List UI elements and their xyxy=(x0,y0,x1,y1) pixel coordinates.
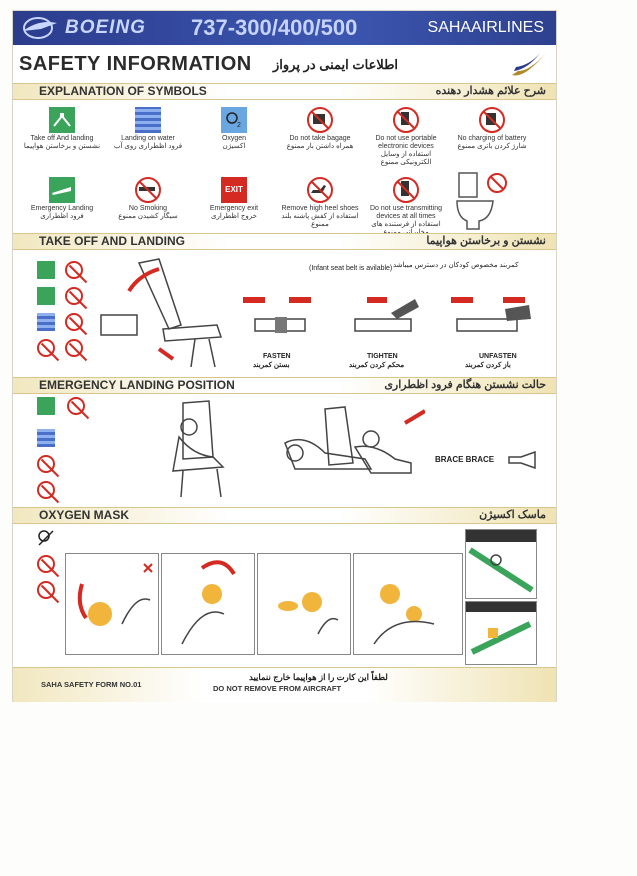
section-brace-header xyxy=(13,377,556,394)
brace-child-illustration xyxy=(153,397,243,501)
symbol-label-fa: استفاده از وسایل الکترونیکی ممنوع xyxy=(380,151,432,166)
emergency-landing-icon xyxy=(37,397,55,415)
tighten-label: TIGHTEN xyxy=(367,353,398,360)
landing-on-water-icon xyxy=(37,429,55,447)
symbol-label-fa: اکسیژن xyxy=(222,143,246,150)
symbol-label-fa: فرود اظطراری روی آب xyxy=(113,143,183,150)
no-baggage-icon xyxy=(307,107,333,133)
escape-slide-illustration xyxy=(465,529,537,599)
no-smoking-lavatory-icon xyxy=(453,169,513,233)
no-electronics-icon xyxy=(393,107,419,133)
brace-position-illustration xyxy=(275,403,425,503)
symbol-label: Landing on water xyxy=(121,135,175,142)
footer-warning-fa: لطفاً این کارت را از هواپیما خارج ننمایید xyxy=(249,672,388,682)
symbol-label-fa: همراه داشتن بار ممنوع xyxy=(286,143,354,150)
header-bar xyxy=(13,11,556,45)
takeoff-icon xyxy=(49,107,75,133)
emergency-landing-icon xyxy=(49,177,75,203)
symbol-label: Remove high heel shoes xyxy=(281,205,359,212)
takeoff-icon xyxy=(37,261,55,279)
safety-card xyxy=(12,10,557,702)
section-title-fa: حالت نشستن هنگام فرود اظطراری xyxy=(384,379,546,391)
section-symbols-header xyxy=(13,83,556,100)
svg-text:2: 2 xyxy=(237,122,241,129)
symbol-label-fa: فرود اظطراری xyxy=(40,213,84,220)
section-title: TAKE OFF AND LANDING xyxy=(39,234,185,248)
footer xyxy=(13,667,556,702)
section-title: EXPLANATION OF SYMBOLS xyxy=(39,84,207,98)
no-high-heels-icon xyxy=(307,177,333,203)
symbol-label: Emergency exit xyxy=(209,205,259,212)
symbol-no-smoking xyxy=(107,177,189,221)
tighten-illustration xyxy=(339,289,429,349)
landing-on-water-icon xyxy=(135,107,161,133)
symbol-label: No charging of battery xyxy=(457,135,527,142)
fasten-label-fa: بستن کمربند xyxy=(253,362,290,369)
megaphone-icon xyxy=(507,451,537,469)
symbol-label-fa: استفاده از کفش پاشنه بلند ممنوع xyxy=(281,213,359,228)
section-title-fa: ماسک اکسیژن xyxy=(479,509,546,521)
airline-name: SAHAAIRLINES xyxy=(427,19,544,36)
tighten-label-fa: محکم کردن کمربند xyxy=(349,362,405,369)
symbol-no-transmitting xyxy=(365,177,447,237)
fasten-illustration xyxy=(235,289,325,349)
no-smoking-icon xyxy=(37,455,55,473)
aircraft-model: 737-300/400/500 xyxy=(191,15,358,40)
symbol-landing-water xyxy=(107,107,189,151)
page-title: SAFETY INFORMATION xyxy=(19,53,252,75)
no-smoking-icon xyxy=(37,339,55,357)
oxygen-step-1-illustration xyxy=(65,553,159,655)
symbol-label: Do not use portable electronic devices xyxy=(375,135,437,150)
no-charging-icon xyxy=(37,581,55,599)
section-takeoff-header xyxy=(13,233,556,250)
symbol-oxygen xyxy=(193,107,275,151)
symbol-no-high-heels xyxy=(279,177,361,229)
symbol-label: Do not use transmitting devices at all times xyxy=(370,205,442,220)
oxygen-step-3-illustration xyxy=(257,553,351,655)
section-title: OXYGEN MASK xyxy=(39,508,130,522)
page-title-fa: اطلاعات ایمنی در پرواز xyxy=(273,57,399,72)
life-vest-illustration xyxy=(465,601,537,665)
symbol-label: Oxygen xyxy=(221,135,247,142)
section-title-fa: شرح علائم هشدار دهنده xyxy=(435,85,546,97)
symbol-label: No Smoking xyxy=(128,205,168,212)
no-electronics-icon xyxy=(37,481,55,499)
title-bar xyxy=(13,49,556,81)
airline-logo-icon xyxy=(510,49,548,81)
no-baggage-icon xyxy=(65,339,83,357)
no-charging-icon xyxy=(67,397,85,415)
oxygen-step-4-illustration xyxy=(353,553,463,655)
no-charging-icon xyxy=(479,107,505,133)
symbol-no-baggage xyxy=(279,107,361,151)
unfasten-label: UNFASTEN xyxy=(479,353,517,360)
symbol-label: Emergency Landing xyxy=(30,205,94,212)
symbol-label-fa: استفاده از فرستنده های xyxy=(371,221,441,228)
exit-sign-icon xyxy=(221,177,247,203)
symbol-emergency-landing xyxy=(21,177,103,221)
oxygen-icon xyxy=(221,107,247,133)
symbol-label: Take off And landing xyxy=(30,135,94,142)
brace-label: BRACE BRACE xyxy=(435,455,495,464)
section-title: EMERGENCY LANDING POSITION xyxy=(39,378,235,392)
symbol-no-electronics xyxy=(365,107,447,167)
landing-on-water-icon xyxy=(37,313,55,331)
no-charging-icon xyxy=(65,313,83,331)
oxygen-step-2-illustration xyxy=(161,553,255,655)
unfasten-illustration xyxy=(445,289,539,349)
no-smoking-icon xyxy=(37,555,55,573)
unfasten-label-fa: باز کردن کمربند xyxy=(465,362,511,369)
seat-upright-illustration xyxy=(99,255,239,371)
symbol-no-charging xyxy=(451,107,533,151)
form-number: SAHA SAFETY FORM NO.01 xyxy=(41,680,142,689)
infant-belt-note-fa: کمربند مخصوص کودکان در دسترس میباشد xyxy=(393,262,519,269)
emergency-landing-icon xyxy=(37,287,55,305)
no-smoking-icon xyxy=(135,177,161,203)
boeing-logo-icon xyxy=(21,15,59,41)
symbol-label-fa: نشستن و برخاستن هواپیما xyxy=(23,143,101,150)
symbol-label-fa: خروج اظطراری xyxy=(211,213,257,220)
symbol-takeoff xyxy=(21,107,103,151)
symbol-label-fa: شارژ کردن باتری ممنوع xyxy=(457,143,527,150)
symbol-emergency-exit xyxy=(193,177,275,221)
footer-warning: DO NOT REMOVE FROM AIRCRAFT xyxy=(213,684,342,693)
no-phone-icon xyxy=(393,177,419,203)
symbol-label-fa: سیگار کشیدن ممنوع xyxy=(118,213,178,220)
symbol-label: Do not take bagage xyxy=(289,135,351,142)
fasten-label: FASTEN xyxy=(263,353,291,360)
brand-name: BOEING xyxy=(65,17,146,38)
no-high-heels-icon xyxy=(65,287,83,305)
section-title-fa: نشستن و برخاستن هواپیما xyxy=(426,235,546,247)
section-oxygen-header xyxy=(13,507,556,524)
oxygen-icon xyxy=(37,529,55,547)
exit-sign-label: EXIT xyxy=(221,177,247,203)
no-electronics-icon xyxy=(65,261,83,279)
infant-belt-note: (Infant seat belt is avilable) xyxy=(309,265,393,272)
